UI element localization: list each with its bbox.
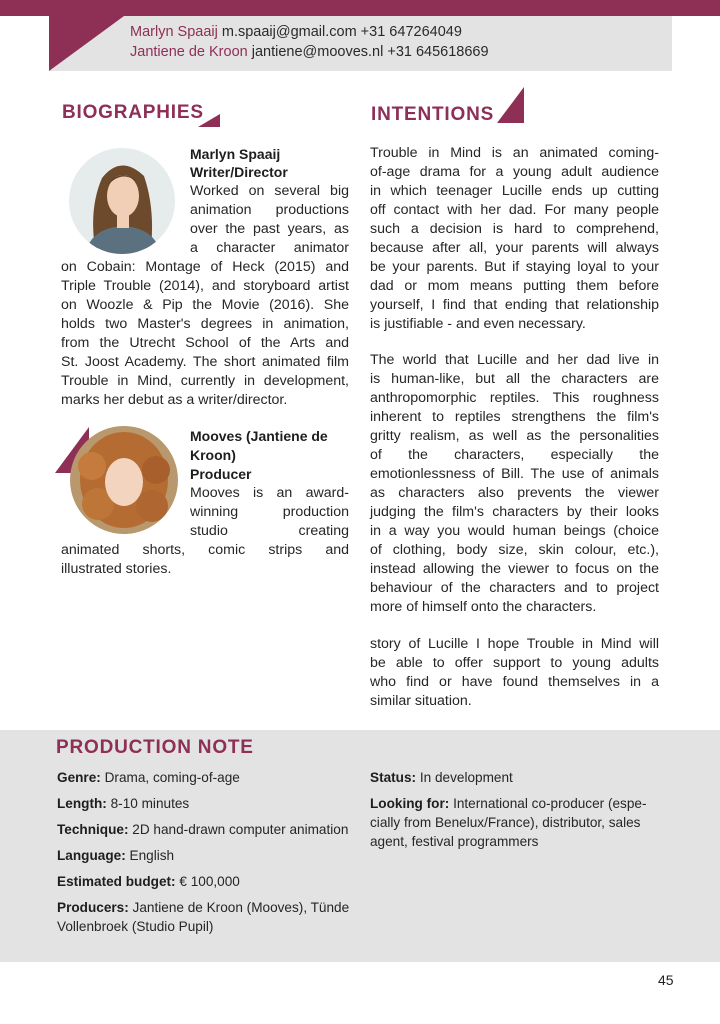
field-value: 8-10 minutes [110, 796, 190, 811]
page-number: 45 [658, 972, 674, 988]
production-note-heading: PRODUCTION NOTE [56, 737, 254, 758]
production-looking-for-cont: cially from Benelux/France), distributor, sales [370, 815, 641, 830]
field-value: 2D hand-drawn computer animation [132, 822, 349, 837]
intentions-text-line: Trouble in Mind is an animated coming- [370, 145, 659, 161]
contact-details: m.spaaij@gmail.com +31 647264049 [221, 24, 462, 40]
production-looking-for [370, 794, 647, 813]
field-value: Jantiene de Kroon (Mooves), Tünde [132, 900, 350, 915]
bio-text-line: on Woozle & Pip the Movie (2016). She [61, 297, 349, 313]
field-label: Status: [370, 770, 417, 785]
biographies-heading: BIOGRAPHIES [62, 102, 204, 123]
bio-text-line: Mooves is an award- [190, 485, 349, 501]
production-length [57, 794, 189, 813]
intentions-text-line: The world that Lucille and her dad live in [370, 352, 659, 368]
intentions-text-line: of clothing, body size, skin colour, etc.), [370, 542, 659, 558]
top-accent-bar [0, 0, 720, 16]
intentions-text-line: off contact with her dad. For many people [370, 202, 659, 218]
bio-text-line: Triple Trouble (2014), and storyboard artist [61, 278, 349, 294]
intentions-text-line: of-age drama for a young adult audience [370, 164, 659, 180]
intentions-text-line: as characters also prevents the viewer [370, 485, 659, 501]
bio-name-marlyn: Marlyn Spaaij [190, 146, 281, 162]
bio-name-mooves-cont: Kroon) [190, 447, 236, 463]
intentions-text-line: who find or have found themselves in a [370, 674, 659, 690]
avatar-jantiene-de-kroon [70, 426, 178, 534]
bio-text-line: Worked on several big [190, 183, 349, 199]
bio-text-line: holds two Master's degrees in animation, [61, 316, 349, 332]
intentions-text-line: in which teenager Lucille ends up cutting [370, 183, 659, 199]
intentions-text-line: yourself, I find that ending that relationship [370, 297, 659, 313]
field-value: Drama, coming-of-age [104, 770, 240, 785]
bio-text-line: marks her debut as a writer/director. [61, 392, 288, 408]
contact-details: jantiene@mooves.nl +31 645618669 [251, 44, 489, 60]
contact-name: Marlyn Spaaij [130, 24, 218, 40]
bio-text-line: studio creating [190, 523, 349, 539]
bio-text-line: a character animator [190, 240, 349, 256]
bio-role-mooves: Producer [190, 466, 252, 482]
bio-text-line: illustrated stories. [61, 561, 172, 577]
production-looking-for-cont: agent, festival programmers [370, 834, 539, 849]
production-producers [57, 898, 349, 917]
intentions-text-line: gritty realism, as well as the personalities [370, 428, 659, 444]
field-value: International co-producer (espe- [453, 796, 647, 811]
intentions-text-line: because after all, your parents will always [370, 240, 659, 256]
bio-role-marlyn: Writer/Director [190, 164, 288, 180]
field-label: Looking for: [370, 796, 450, 811]
production-genre [57, 768, 240, 787]
field-label: Producers: [57, 900, 129, 915]
bio-text-line: from the Utrecht School of the Arts and [61, 335, 349, 351]
field-label: Length: [57, 796, 107, 811]
heading-triangle-decoration [198, 114, 220, 127]
bio-text-line: over the past years, as [190, 221, 349, 237]
production-producers-cont: Vollenbroek (Studio Pupil) [57, 919, 214, 934]
contact-name: Jantiene de Kroon [130, 44, 248, 60]
heading-triangle-decoration [497, 87, 524, 123]
field-label: Language: [57, 848, 126, 863]
intentions-text-line: similar situation. [370, 693, 472, 709]
intentions-text-line: anthropomorphic reptiles. This roughness [370, 390, 659, 406]
intentions-text-line: emotionlessness of Bill. The use of animals [370, 466, 659, 482]
contact-triangle-decoration [49, 16, 124, 71]
production-status [370, 768, 513, 787]
intentions-text-line: of the characters, especially the [370, 447, 659, 463]
bio-text-line: animated shorts, comic strips and [61, 542, 349, 558]
production-budget [57, 872, 240, 891]
production-language [57, 846, 174, 865]
field-label: Estimated budget: [57, 874, 176, 889]
intentions-text-line: dad or mom means putting them before [370, 278, 659, 294]
intentions-text-line: inherent to reptiles strengthens the film's [370, 409, 659, 425]
intentions-text-line: such a decision is hard to comprehend, [370, 221, 659, 237]
field-label: Genre: [57, 770, 101, 785]
intentions-text-line: story of Lucille I hope Trouble in Mind will [370, 636, 659, 652]
field-value: English [129, 848, 175, 863]
field-value: € 100,000 [179, 874, 240, 889]
intentions-text-line: more of himself onto the characters. [370, 599, 597, 615]
bio-text-line: St. Joost Academy. The short animated film [61, 354, 349, 370]
bio-text-line: winning production [190, 504, 349, 520]
bio-text-line: animation productions [190, 202, 349, 218]
intentions-text-line: is human-like, but all the characters are [370, 371, 659, 387]
intentions-text-line: be your parents. But if staying loyal to your [370, 259, 659, 275]
intentions-text-line: instead allowing the viewer to focus on the [370, 561, 659, 577]
intentions-text-line: is justifiable - and even necessary. [370, 316, 586, 332]
intentions-text-line: behaviour of the characters and to project [370, 580, 659, 596]
intentions-text-line: in a way you would human beings (choice [370, 523, 659, 539]
bio-text-line: Trouble in Mind, currently in development, [61, 373, 349, 389]
intentions-text-line: judging the film's characters by their looks [370, 504, 659, 520]
bio-name-mooves: Mooves (Jantiene de [190, 428, 328, 444]
intentions-text-line: be able to offer support to young adults [370, 655, 659, 671]
field-label: Technique: [57, 822, 129, 837]
production-technique [57, 820, 348, 839]
intentions-heading: INTENTIONS [371, 104, 495, 125]
contact-line [130, 24, 462, 40]
field-value: In development [419, 770, 513, 785]
contact-line [130, 44, 489, 60]
avatar-marlyn-spaaij [69, 148, 175, 254]
bio-text-line: on Cobain: Montage of Heck (2015) and [61, 259, 349, 275]
